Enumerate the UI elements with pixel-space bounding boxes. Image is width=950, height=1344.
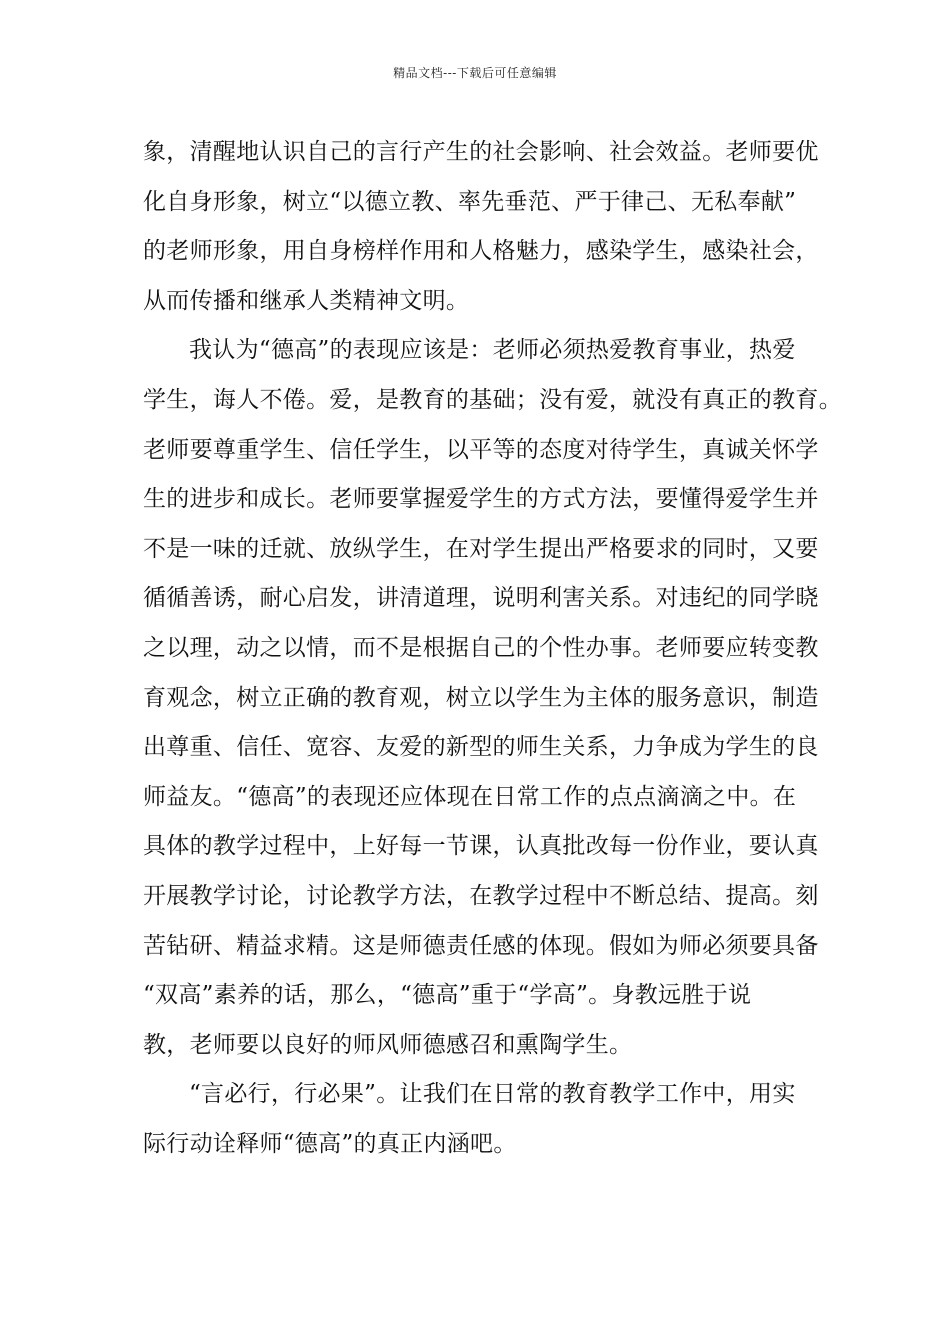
text-line: 的老师形象，用自身榜样作用和人格魅力，感染学生，感染社会， — [143, 238, 819, 265]
text-line: 教，老师要以良好的师风师德感召和熏陶学生。 — [143, 1031, 633, 1058]
paragraph-start-line: 我认为“德高”的表现应该是：老师必须热爱教育事业，热爱 — [189, 337, 796, 364]
text-line: 从而传播和继承人类精神文明。 — [143, 287, 470, 314]
text-line: 象，清醒地认识自己的言行产生的社会影响、社会效益。老师要优 — [143, 139, 819, 165]
paragraph-start-line: “言必行，行必果”。让我们在日常的教育教学工作中，用实 — [189, 1081, 796, 1108]
text-line: 开展教学讨论，讨论教学方法，在教学过程中不断总结、提高。刻 — [143, 882, 819, 909]
text-line: 苦钻研、精益求精。这是师德责任感的体现。假如为师必须要具备 — [143, 932, 819, 959]
text-line: 具体的教学过程中，上好每一节课，认真批改每一份作业，要认真 — [143, 833, 819, 860]
text-line: 化自身形象，树立“以德立教、率先垂范、严于律己、无私奉献” — [143, 188, 797, 215]
text-line: 不是一味的迁就、放纵学生，在对学生提出严格要求的同时，又要 — [143, 535, 819, 562]
document-body — [143, 128, 842, 1169]
text-line: “双高”素养的话，那么，“德高”重于“学高”。身教远胜于说 — [143, 982, 752, 1009]
text-line: 学生，诲人不倦。爱，是教育的基础；没有爱，就没有真正的教育。 — [143, 386, 842, 413]
text-line: 循循善诱，耐心启发，讲清道理，说明利害关系。对违纪的同学晓 — [143, 585, 819, 612]
text-line: 生的进步和成长。老师要掌握爱学生的方式方法，要懂得爱学生并 — [143, 486, 819, 513]
text-line: 育观念，树立正确的教育观，树立以学生为主体的服务意识，制造 — [143, 684, 819, 711]
text-line: 出尊重、信任、宽容、友爱的新型的师生关系，力争成为学生的良 — [143, 734, 819, 761]
page-header: 精品文档---下载后可任意编辑 — [393, 66, 557, 80]
text-line: 老师要尊重学生、信任学生，以平等的态度对待学生，真诚关怀学 — [143, 436, 819, 463]
text-line: 之以理，动之以情，而不是根据自己的个性办事。老师要应转变教 — [143, 634, 819, 661]
text-line: 际行动诠释师“德高”的真正内涵吧。 — [143, 1130, 517, 1157]
text-line: 师益友。“德高”的表现还应体现在日常工作的点点滴滴之中。在 — [143, 783, 797, 810]
